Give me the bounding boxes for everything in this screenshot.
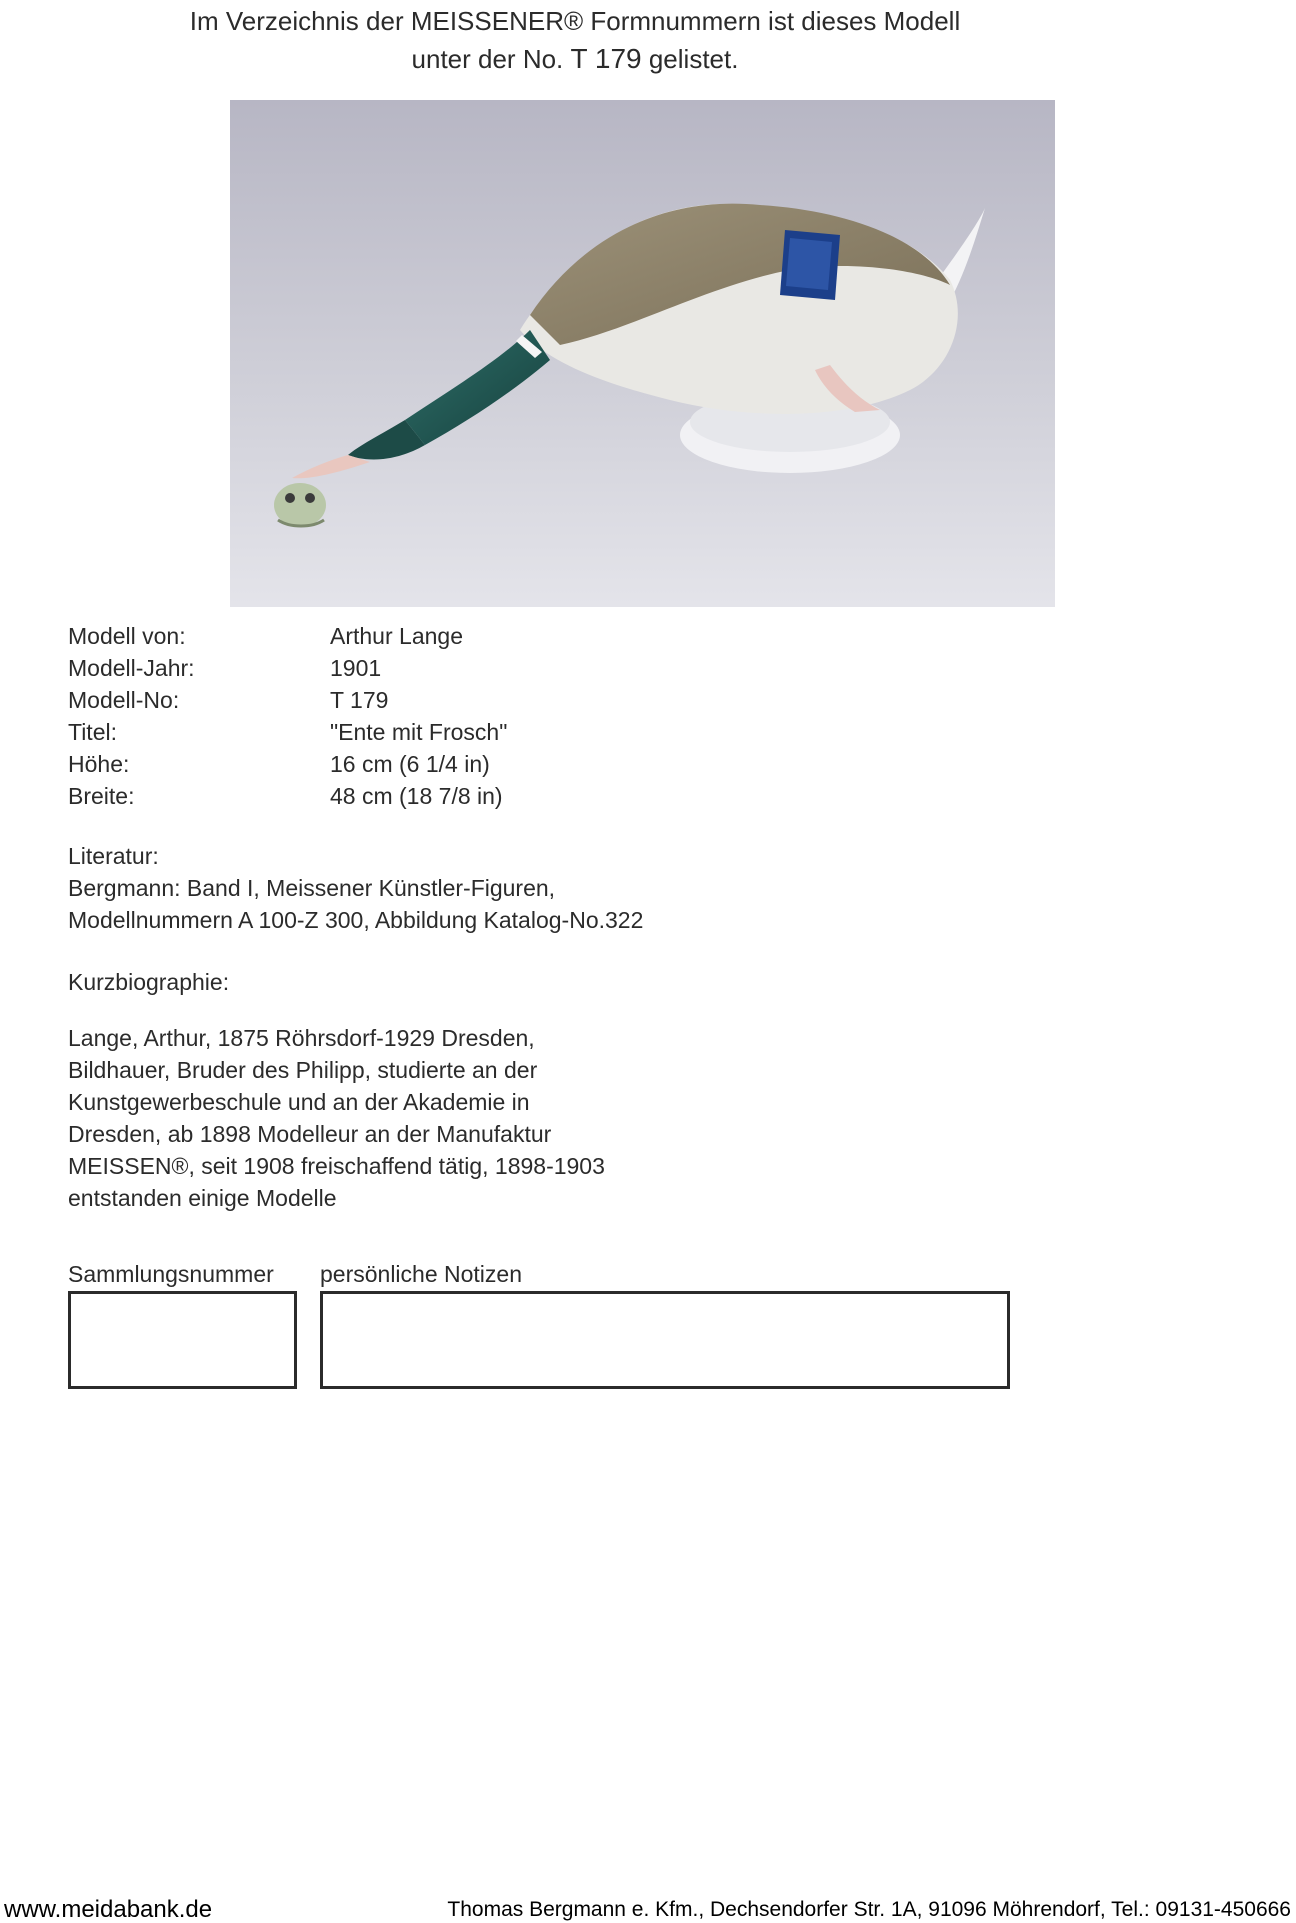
- detail-row-year: [68, 652, 1068, 684]
- collection-number-label: Sammlungsnummer: [68, 1261, 274, 1287]
- page-header: [0, 0, 1150, 78]
- biography-line: MEISSEN®, seit 1908 freischaffend tätig, 1898-1903: [68, 1153, 605, 1179]
- detail-row-model-no: [68, 684, 1068, 716]
- detail-row-title: [68, 716, 1068, 748]
- personal-notes-field[interactable]: [320, 1291, 1010, 1389]
- biography-text: [68, 1022, 605, 1214]
- footer-address: Thomas Bergmann e. Kfm., Dechsendorfer Str. 1A, 91096 Möhrendorf, Tel.: 09131-450666: [447, 1898, 1291, 1921]
- detail-value: Arthur Lange: [330, 623, 463, 649]
- collection-number-field[interactable]: [68, 1291, 297, 1389]
- header-line-2: [0, 40, 1150, 78]
- header-suffix: gelistet.: [648, 44, 739, 74]
- detail-label: Modell-Jahr:: [68, 655, 195, 681]
- biography-line: Bildhauer, Bruder des Philipp, studierte an der: [68, 1057, 538, 1083]
- detail-row-height: [68, 748, 1068, 780]
- detail-row-width: [68, 780, 1068, 812]
- detail-label: Breite:: [68, 783, 135, 809]
- personal-notes-label: persönliche Notizen: [320, 1261, 523, 1287]
- header-model-number: T 179: [570, 43, 642, 74]
- biography-line: Kunstgewerbeschule und an der Akademie in: [68, 1089, 530, 1115]
- biography-heading: Kurzbiographie:: [68, 969, 230, 995]
- literature-line: Bergmann: Band I, Meissener Künstler-Figuren,: [68, 875, 556, 901]
- detail-value: 1901: [330, 655, 382, 681]
- detail-label: Titel:: [68, 719, 117, 745]
- detail-value: "Ente mit Frosch": [330, 719, 508, 745]
- literature-line: Modellnummern A 100-Z 300, Abbildung Katalog-No.322: [68, 907, 644, 933]
- footer-website-link[interactable]: www.meidabank.de: [4, 1896, 213, 1923]
- detail-value: 48 cm (18 7/8 in): [330, 783, 503, 809]
- biography-line: entstanden einige Modelle: [68, 1185, 337, 1211]
- literature-heading: Literatur:: [68, 843, 159, 869]
- header-line-1: Im Verzeichnis der MEISSENER® Formnummern ist dieses Modell: [189, 6, 961, 36]
- biography-line: Lange, Arthur, 1875 Röhrsdorf-1929 Dresden,: [68, 1025, 535, 1051]
- detail-label: Höhe:: [68, 751, 130, 777]
- detail-label: Modell von:: [68, 623, 186, 649]
- detail-label: Modell-No:: [68, 687, 180, 713]
- model-details: [68, 620, 1068, 812]
- biography-line: Dresden, ab 1898 Modelleur an der Manufaktur: [68, 1121, 552, 1147]
- literature-section: [68, 840, 643, 936]
- detail-value: T 179: [330, 687, 389, 713]
- detail-row-artist: [68, 620, 1068, 652]
- detail-value: 16 cm (6 1/4 in): [330, 751, 490, 777]
- header-prefix: unter der No.: [411, 44, 564, 74]
- product-photo: [230, 100, 1055, 607]
